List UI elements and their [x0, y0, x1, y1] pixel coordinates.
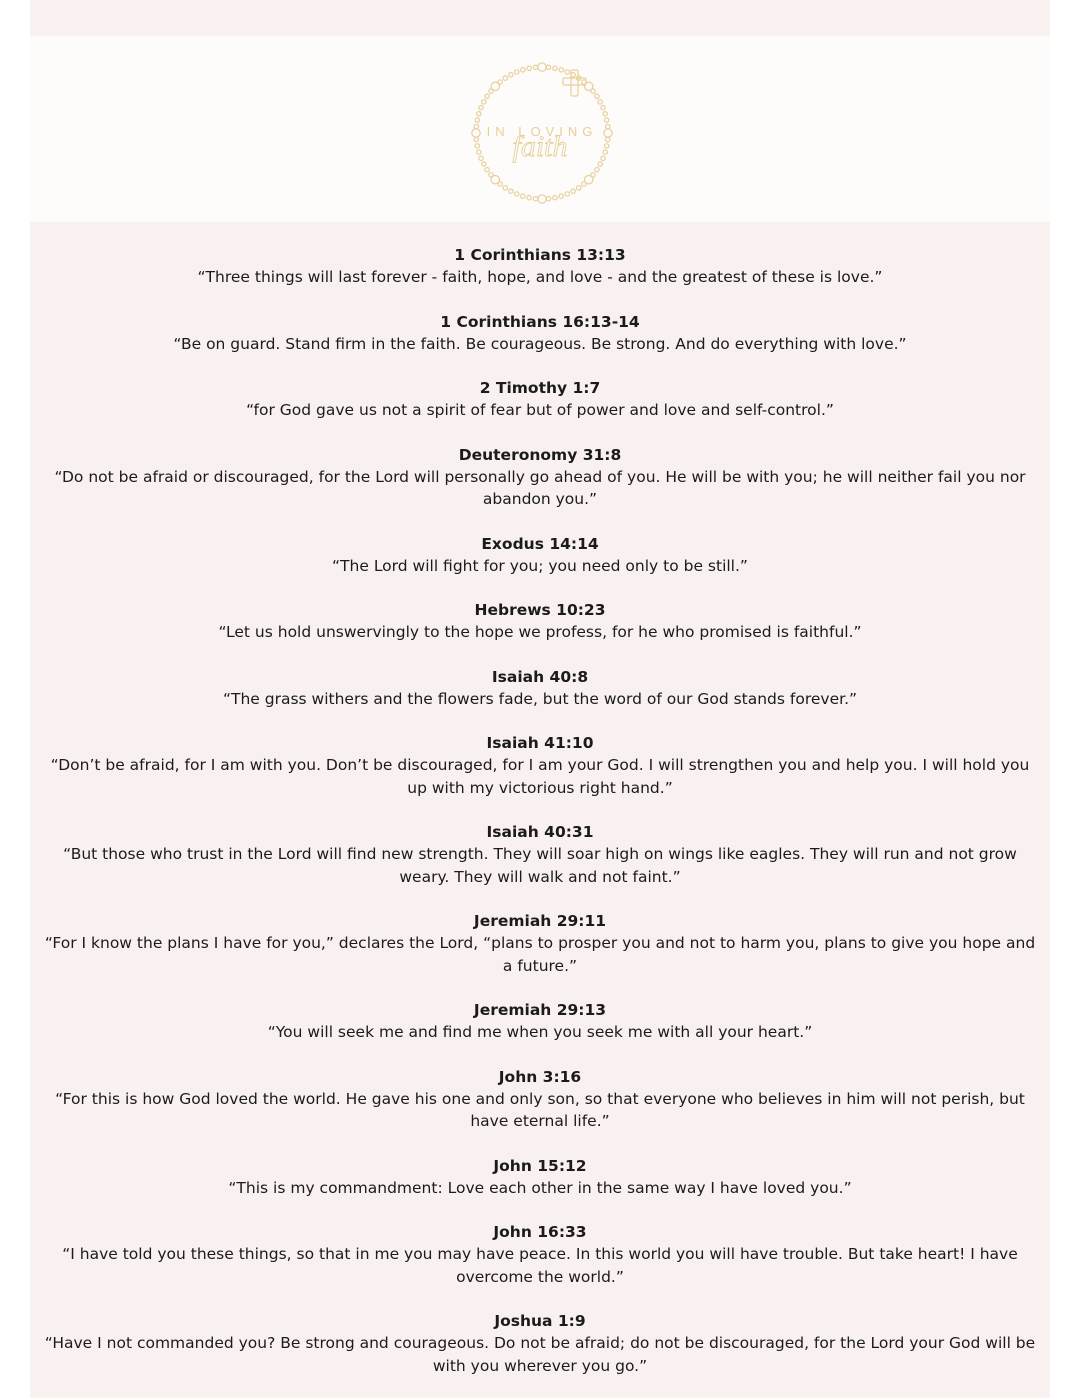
- rosary-bead: [582, 182, 586, 186]
- verse-reference: Jeremiah 29:13: [473, 1001, 607, 1019]
- verse-text: “Let us hold unswervingly to the hope we profess, for he who promised is faithful.”: [218, 623, 862, 641]
- verse-reference: Jeremiah 29:11: [473, 912, 607, 930]
- rosary-bead: [538, 63, 546, 71]
- rosary-bead: [601, 106, 605, 110]
- rosary-bead: [489, 173, 493, 177]
- rosary-bead: [474, 137, 478, 141]
- rosary-bead: [477, 112, 481, 116]
- verse-item: [30, 910, 1050, 977]
- verse-item: [30, 1066, 1050, 1133]
- verse-text: “for God gave us not a spirit of fear but of power and love and self-control.”: [246, 401, 834, 419]
- verse-text: “Don’t be afraid, for I am with you. Don’t be discouraged, for I am your God. I will strengthen you and help you. I will hold you up with my victorious right hand.”: [50, 756, 1030, 797]
- verse-item: [30, 599, 1050, 644]
- verse-item: [30, 666, 1050, 711]
- rosary-bead: [485, 168, 489, 172]
- rosary-bead: [515, 70, 519, 74]
- verse-text: “The grass withers and the flowers fade, but the word of our God stands forever.”: [222, 689, 858, 708]
- verse-text: “For I know the plans I have for you,” declares the Lord, “plans to prosper you and not to harm you, plans to give you hope and a future.”: [44, 934, 1036, 975]
- rosary-bead: [546, 197, 550, 201]
- verse-text: “This is my commandment: Love each other in the same way I have loved you.”: [228, 1178, 852, 1197]
- verse-text: “I have told you these things, so that in me you may have peace. In this world you will have trouble. But take heart! I have overcome the world.”: [62, 1245, 1018, 1286]
- verse-reference: Joshua 1:9: [494, 1312, 586, 1330]
- rosary-bead: [509, 189, 513, 193]
- rosary-bead: [605, 144, 609, 148]
- verse-text: “The Lord will fight for you; you need only to be still.”: [332, 556, 748, 575]
- rosary-bead: [475, 118, 479, 122]
- rosary-bead: [527, 196, 531, 200]
- verse-reference: 1 Corinthians 16:13-14: [440, 312, 640, 331]
- rosary-bead: [604, 129, 612, 137]
- rosary-bead: [595, 94, 599, 98]
- rosary-bead: [603, 150, 607, 154]
- verses-panel: [30, 222, 1050, 1398]
- verse-text: “Be on guard. Stand firm in the faith. Be courageous. Be strong. And do everything with love.”: [173, 334, 907, 353]
- verse-reference: Isaiah 40:31: [486, 823, 594, 841]
- verse-reference: 2 Timothy 1:7: [479, 379, 601, 397]
- rosary-bead: [603, 112, 607, 116]
- rosary-bead: [509, 73, 513, 77]
- verse-text: “Do not be afraid or discouraged, for the Lord will personally go ahead of you. He will be with you; he will neither fail you nor abandon you.”: [54, 467, 1026, 508]
- rosary-bead: [503, 186, 507, 190]
- verse-reference: Deuteronomy 31:8: [458, 445, 622, 464]
- rosary-bead: [482, 162, 486, 166]
- verse-list: [30, 222, 1050, 1377]
- rosary-bead: [479, 106, 483, 110]
- rosary-bead: [533, 197, 537, 201]
- verse-reference: John 16:33: [493, 1223, 587, 1241]
- verse-text: “But those who trust in the Lord will find new strength. They will soar high on wings like eagles. They will run and not grow weary. They will walk and not faint.”: [63, 845, 1017, 886]
- verse-item: [30, 1155, 1050, 1200]
- rosary-bead: [538, 195, 546, 203]
- verse-item: [30, 1310, 1050, 1377]
- verse-text: “For this is how God loved the world. He gave his one and only son, so that everyone who believes in him will not perish, but have eternal life.”: [55, 1089, 1025, 1130]
- rosary-bead: [479, 156, 483, 160]
- rosary-bead: [521, 194, 525, 198]
- rosary-bead: [591, 89, 595, 93]
- verse-item: [30, 311, 1050, 356]
- verse-reference: John 15:12: [493, 1156, 587, 1175]
- verse-item: [30, 732, 1050, 799]
- rosary-bead: [598, 100, 602, 104]
- verse-reference: Isaiah 40:8: [491, 667, 589, 686]
- verse-item: [30, 244, 1050, 289]
- rosary-bead: [565, 192, 569, 196]
- verse-reference: Isaiah 41:10: [486, 734, 594, 752]
- verse-item: [30, 821, 1050, 888]
- verse-reference: John 3:16: [498, 1067, 582, 1086]
- rosary-bead: [553, 196, 557, 200]
- rosary-bead: [553, 66, 557, 70]
- rosary-bead: [498, 80, 502, 84]
- rosary-bead: [571, 189, 575, 193]
- logo-text-script: faith: [512, 130, 568, 163]
- rosary-bead: [559, 68, 563, 72]
- rosary-bead: [515, 192, 519, 196]
- rosary-bead: [482, 100, 486, 104]
- rosary-bead: [475, 144, 479, 148]
- verse-reference: 1 Corinthians 13:13: [454, 246, 626, 264]
- verse-item: [30, 1221, 1050, 1288]
- rosary-bead: [595, 168, 599, 172]
- verse-item: [30, 444, 1050, 511]
- logo-text-top: IN LOVING: [486, 124, 598, 139]
- rosary-bead: [533, 65, 537, 69]
- verse-reference: Exodus 14:14: [481, 534, 599, 553]
- rosary-bead: [606, 137, 610, 141]
- rosary-bead: [601, 156, 605, 160]
- rosary-bead: [577, 186, 581, 190]
- verse-text: “Have I not commanded you? Be strong and courageous. Do not be afraid; do not be discouraged, for the Lord your God will be with you wherever you go.”: [44, 1334, 1036, 1375]
- rosary-bead: [477, 150, 481, 154]
- rosary-bead: [605, 118, 609, 122]
- rosary-bead: [474, 124, 478, 128]
- rosary-logo: [457, 58, 627, 208]
- rosary-bead: [606, 124, 610, 128]
- rosary-bead: [485, 94, 489, 98]
- verse-item: [30, 999, 1050, 1044]
- rosary-bead: [472, 129, 480, 137]
- rosary-bead: [559, 194, 563, 198]
- top-band: [30, 0, 1050, 36]
- logo-header: [30, 36, 1050, 222]
- verse-item: [30, 377, 1050, 422]
- rosary-bead: [565, 70, 569, 74]
- rosary-bead: [521, 68, 525, 72]
- rosary-bead: [527, 66, 531, 70]
- verse-text: “You will seek me and find me when you seek me with all your heart.”: [267, 1023, 813, 1041]
- rosary-bead: [598, 162, 602, 166]
- rosary-bead: [503, 76, 507, 80]
- verse-reference: Hebrews 10:23: [474, 601, 606, 619]
- verse-text: “Three things will last forever - faith, hope, and love - and the greatest of these is love.”: [197, 268, 883, 286]
- verse-item: [30, 533, 1050, 578]
- rosary-bead: [546, 65, 550, 69]
